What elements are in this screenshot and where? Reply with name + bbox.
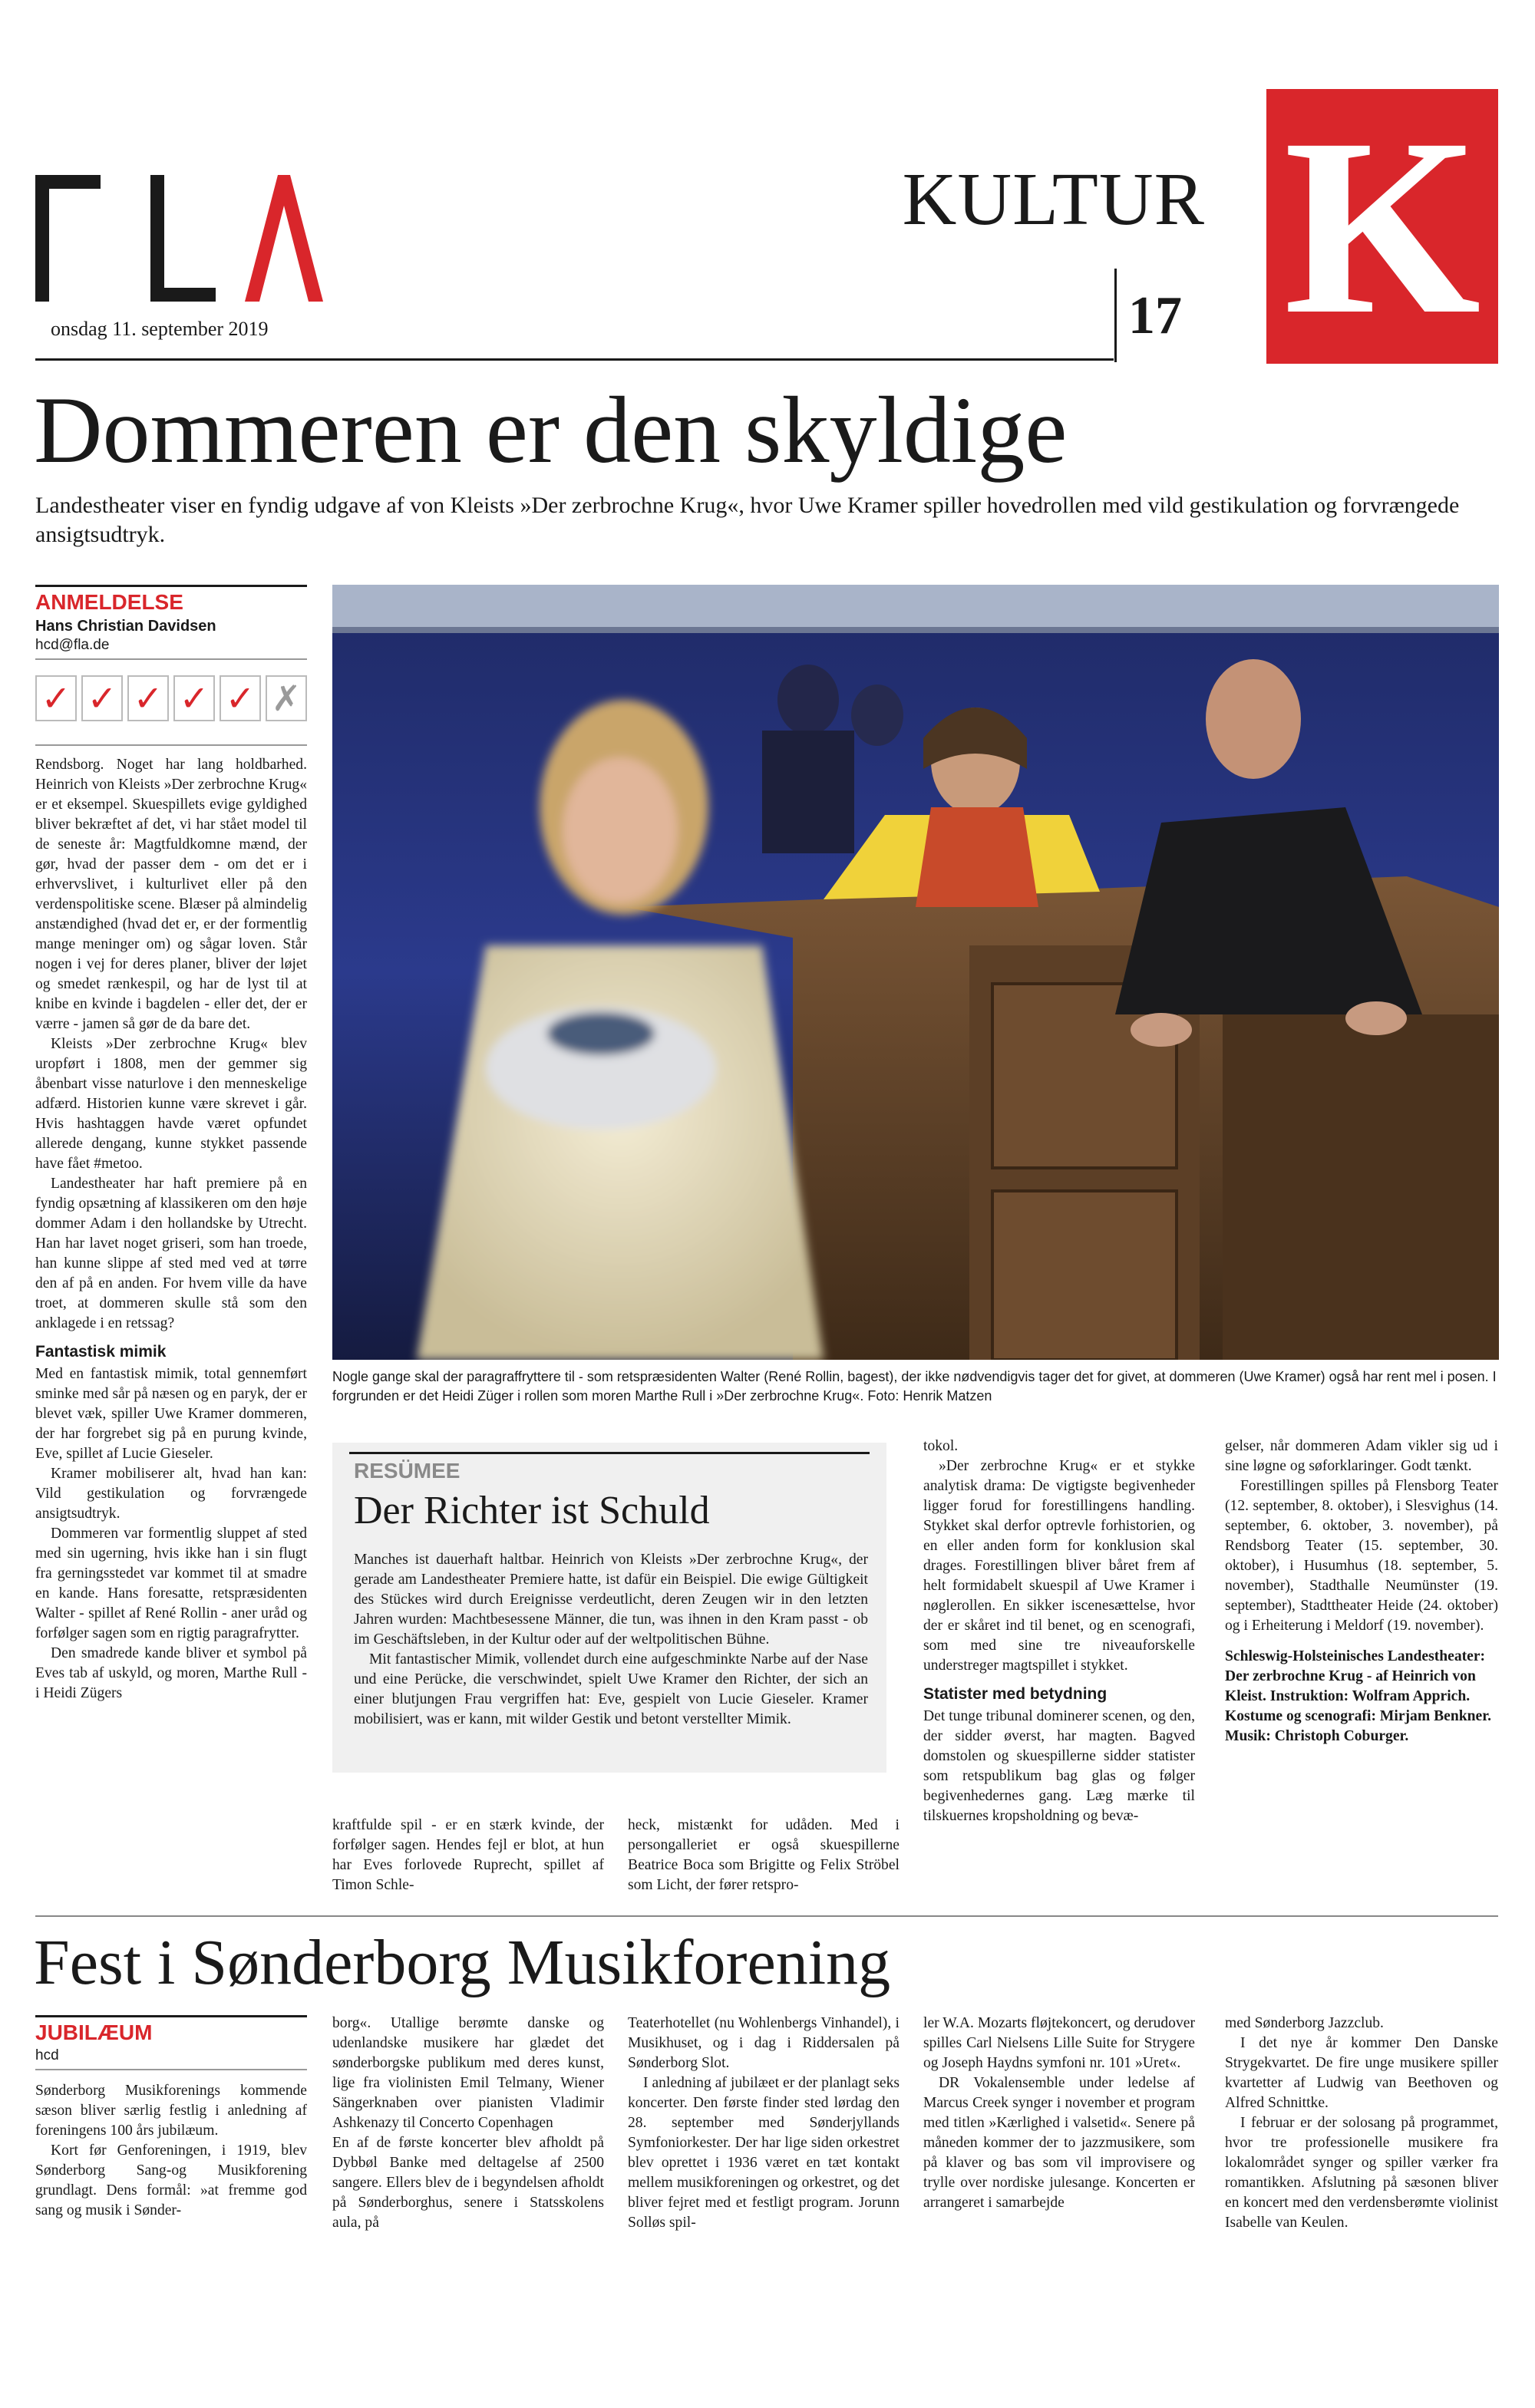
stage-photo (332, 585, 1499, 1360)
article2-col1-p1: Sønderborg Musikforenings kommende sæson bliver særlig festlig i anledning af foreningens 100 års jubilæum. (35, 2083, 307, 2139)
headline-musikforening: Fest i Sønderborg Musikforening (34, 1927, 891, 1998)
article2-col4-p1: ler W.A. Mozarts fløjtekoncert, og derudover spilles Carl Nielsens Lille Suite for Strygere og Joseph Haydns symfoni nr. 101 »Uret«. (923, 2015, 1195, 2071)
article1-col1-p7: Den smadrede kande bliver et symbol på Eves tab af uskyld, og moren, Marthe Rull - i Heidi Zügers (35, 1645, 307, 1701)
article1-col1-p6: Dommeren var formentlig sluppet af sted med sin ugerning, hvis ikke han i sin flugt fra gerningsstedet var kommet til at smadre en kande. Hans foresatte, retspræsidenten Walter - spillet af René Rollin - aner uråd og forfølger sagen som en rigtig paragrafrytter. (35, 1526, 307, 1641)
byline-mid-rule (35, 658, 307, 660)
article1-col1 (35, 755, 307, 1894)
stage-photo-illustration (332, 585, 1499, 1360)
rating-stars (35, 675, 307, 744)
resumee-kicker: RESÜMEE (354, 1459, 460, 1483)
masthead-rule (35, 358, 1114, 361)
logo-text (1, 1, 2, 2)
article2-col5-p2: I det nye år kommer Den Danske Strygekvartet. De fire unge musikere spiller kvartetter af Ludwig van Beethoven og Alfred Schnittke. (1225, 2035, 1498, 2111)
article1-col4-p3: Det tunge tribunal dominerer scenen, og den, der sidder øverst, har magten. Bagved domstolen og skuespillerne sidder statister som retspublikum bag glas og følger begivenhedernes gang. Læg mærke til tilskuernes kropsholdning og bevæ- (923, 1708, 1195, 1824)
article1-col5-p2: Forestillingen spilles på Flensborg Teater (12. september, 8. oktober), i Slesvighus (14. september, 6. oktober, 3. november), på Rendsborg Teater (15. september, 30. oktober), i Husumhus (18. september, 5. november), Stadthalle Neumünster (19. september), Stadttheater Heide (24. oktober) og i Erheiterung i Meldorf (19. november). (1225, 1478, 1498, 1634)
article2-col5-p1: med Sønderborg Jazzclub. (1225, 2015, 1384, 2031)
author-email: hcd@fla.de (35, 637, 110, 653)
article1-col4-p1: tokol. (923, 1438, 959, 1454)
section-title: KULTUR (902, 158, 1205, 241)
article2-col1-p2: Kort før Genforeningen, i 1919, blev Sønderborg Sang-og Musikforening grundlagt. Dens formål: »at fremme god sang og musik i Sønder- (35, 2142, 307, 2218)
article2-col3-p2: I anledning af jubilæet er der planlagt seks koncerter. Den første finder sted lørdag den 28. september med Sønderjyllands Symfoniorkester. Der har lige siden orkestret blev oprettet i 1936 været en tæt kontakt mellem musikforeningen og orkestret, og det bliver fejret med et festligt program. Jorunn Solløs spil- (628, 2075, 900, 2231)
article1-col3-bottom: heck, mistænkt for udåden. Med i persongalleriet er også skuespillerne Beatrice Boca som Brigitte og Felix Ströbel som Licht, der fører retspro- (628, 1817, 900, 1893)
logo (35, 175, 327, 302)
headline: Dommeren er den skyldige (34, 378, 1068, 483)
article1-col1-p1: Rendsborg. Noget har lang holdbarhed. Heinrich von Kleists »Der zerbrochne Krug« er et eksempel. Skuespillets evige gyldighed bliver bekræftet af det, vi har stået model til de seneste år: Magtfuldkomne mænd, der gør, hvad der passer dem - om det er i erhvervslivet, i kulturlivet eller på den verdenspolitiske scene. Blæser på almindelig anstændighed (hvad det er, er der formentlig mange meninger om) og sågar loven. Står nogen i vej for deres planer, bliver der løjet og smedet rænkespil, og har de lyst til at knibe en kvinde i bagdelen - eller det, der er værre - jamen så gør de da bare det. (35, 757, 307, 1032)
page-number-divider (1114, 269, 1117, 362)
article2-col4 (923, 2014, 1195, 2344)
rating-check-icon: ✓ (173, 675, 215, 721)
byline-top-rule (35, 585, 307, 587)
article-divider (35, 1915, 1498, 1917)
subhead-fantastisk-mimik: Fantastisk mimik (35, 1343, 167, 1361)
section-letter: K (1283, 87, 1481, 367)
production-credits: Schleswig-Holsteinisches Landestheater: Der zerbrochne Krug - af Heinrich von Kleist. Instruktion: Wolfram Apprich. Kostume og scenografi: Mirjam Benkner. Musik: Christoph Coburger. (1225, 1648, 1492, 1744)
article1-col4-p2: »Der zerbrochne Krug« er et stykke analytisk drama: De vigtigste begivenheder ligger forud for forestillingens handling. Stykket skal derfor optrevle forhistorien, og en eller anden form for konklusion skal drages. Forestillingen bliver båret frem af helt formidabelt skuespil af Uwe Kramer i nøglerollen. En sikker iscenesættelse, hvor der er skåret ind til benet, og en scenografi, som med sine tre niveauforskelle understreger magtspillet i stykket. (923, 1458, 1195, 1674)
deck: Landestheater viser en fyndig udgave af von Kleists »Der zerbrochne Krug«, hvor Uwe Kramer spiller hovedrollen med vild gestikulation og forvrængede ansigtsudtryk. (35, 493, 1460, 547)
resumee-top-rule (349, 1452, 870, 1454)
issue-date: onsdag 11. september 2019 (51, 318, 269, 340)
rating-check-icon: ✓ (220, 675, 261, 721)
jubilaeum-bottom-rule (35, 2069, 307, 2070)
review-kicker: ANMELDELSE (35, 590, 183, 614)
article2-col3 (628, 2014, 900, 2344)
jubilaeum-kicker: JUBILÆUM (35, 2020, 153, 2044)
article2-col4-p2: DR Vokalensemble under ledelse af Marcus Creek synger i november et program med titlen »Kærlighed i valsetid«. Senere på måneden kommer der to jazzmusikere, som på klaver og bas som vil improvisere og trylle over nordiske julesange. Koncerten er arrangeret i samarbejde (923, 2075, 1195, 2211)
logo-mark (35, 175, 327, 302)
article1-col4 (923, 1437, 1195, 1895)
subhead-statister: Statister med betydning (923, 1685, 1108, 1703)
resumee-p2: Mit fantastischer Mimik, vollendet durch eine aufgeschminkte Narbe auf der Nase und eine Perücke, die verschwindet, spielt Uwe Kramer den Richter, der sich an einer blutjungen Frau vergriffen hat: Eve, gespielt von Lucie Gieseler. Kramer mobilisiert, was er kann, mit wilder Gestik und betont verstellter Mimik. (354, 1651, 868, 1727)
article1-col1-p4: Med en fantastisk mimik, total gennemført sminke med sår på næsen og en paryk, der er blevet væk, spiller Uwe Kramer dommeren, der har forgrebet sig på en purung kvinde, Eve, spillet af Lucie Gieseler. (35, 1366, 307, 1462)
article1-col1-p5: Kramer mobiliserer alt, hvad han kan: Vild gestikulation og forvrængede ansigtsudtryk. (35, 1466, 307, 1522)
rating-check-icon: ✓ (127, 675, 169, 721)
photo-caption: Nogle gange skal der paragraffryttere til - som retspræsidenten Walter (René Rollin, bagest), der ikke nødvendigvis tager det for givet, at dommeren (Uwe Kramer) også har rent mel i posen. I forgrunden er det Heidi Züger i rollen som moren Marthe Rull i »Der zerbrochne Krug«. Foto: Henrik Matzen (332, 1369, 1497, 1404)
resumee-box (332, 1443, 886, 1773)
article2-col5 (1225, 2014, 1498, 2344)
article2-col3-p1: Teaterhotellet (nu Wohlenbergs Vinhandel), i Musikhuset, og i dag i Riddersalen på Sønderborg Slot. (628, 2015, 900, 2071)
article1-col1-p2: Kleists »Der zerbrochne Krug« blev uropført i 1808, men der gemmer sig åbenbart visse naturlove i den menneskelige adfærd. Historien kunne være skrevet i går. Hvis hashtaggen havde været opfundet allerede dengang, kunne stykket passende have fået #metoo. (35, 1036, 307, 1172)
article2-col2: borg«. Utallige berømte danske og udenlandske musikere har glædet det sønderborgske publikum med deres kunst, lige fra violinisten Emil Telmany, Wiener Sängerknaben over pianisten Vladimir Ashkenazy til Concerto Copenhagen En af de første koncerter blev afholdt på Dybbøl Banke med deltagelse af 2500 sangere. Ellers blev de i begyndelsen afholdt på Sønderborghus, senere i Statsskolens aula, på (332, 2015, 604, 2231)
author-name: Hans Christian Davidsen (35, 618, 216, 635)
rating-check-icon: ✓ (81, 675, 123, 721)
resumee-p1: Manches ist dauerhaft haltbar. Heinrich von Kleists »Der zerbrochne Krug«, der gerade am Landestheater Premiere hatte, ist dafür ein Beispiel. Die ewige Gültigkeit des Stückes wird durch Ereignisse verdeutlicht, deren Zeugen wir in den letzten Jahren wurden: Machtbesessene Männer, die tun, was ihnen in den Kram passt - ob im Geschäftsleben, in der Kultur oder auf der weltpolitischen Bühne. (354, 1552, 868, 1648)
byline-bottom-rule (35, 744, 307, 746)
rating-row (35, 675, 307, 721)
section-badge (1266, 87, 1498, 367)
article2-author: hcd (35, 2047, 59, 2063)
resumee-body (354, 1550, 868, 1770)
resumee-title: Der Richter ist Schuld (354, 1489, 710, 1532)
article1-col5-p1: gelser, når dommeren Adam vikler sig ud i sine løgne og søforklaringer. Godt tænkt. (1225, 1438, 1498, 1474)
article1-col1-p3: Landestheater har haft premiere på en fyndig opsætning af klassikeren om den høje dommer Adam i den hollandske by Utrecht. Han har lavet noget griseri, som han troede, han kunne slippe af sted med ved at tørre den af på en anden. For hvem ville da have troet, at dommeren skulle stå som den anklagede i en retssag? (35, 1176, 307, 1331)
article2-col1 (35, 2081, 307, 2342)
page-number: 17 (1128, 286, 1182, 345)
jubilaeum-top-rule (35, 2015, 307, 2017)
article2-col5-p3: I februar er der solosang på programmet, hvor tre professionelle musikere fra lokalområdet synger og spiller værker fra romantikken. Afslutning på sæsonen bliver en koncert med den verdensberømte violinist Isabelle van Keulen. (1225, 2115, 1498, 2231)
article1-col5 (1225, 1437, 1498, 1895)
rating-cross-icon: ✗ (266, 675, 307, 721)
rating-check-icon: ✓ (35, 675, 77, 721)
article1-col2-bottom: kraftfulde spil - er en stærk kvinde, der forfølger sagen. Hendes fejl er blot, at hun har Eves forlovede Ruprecht, spillet af Timon Schle- (332, 1817, 604, 1893)
